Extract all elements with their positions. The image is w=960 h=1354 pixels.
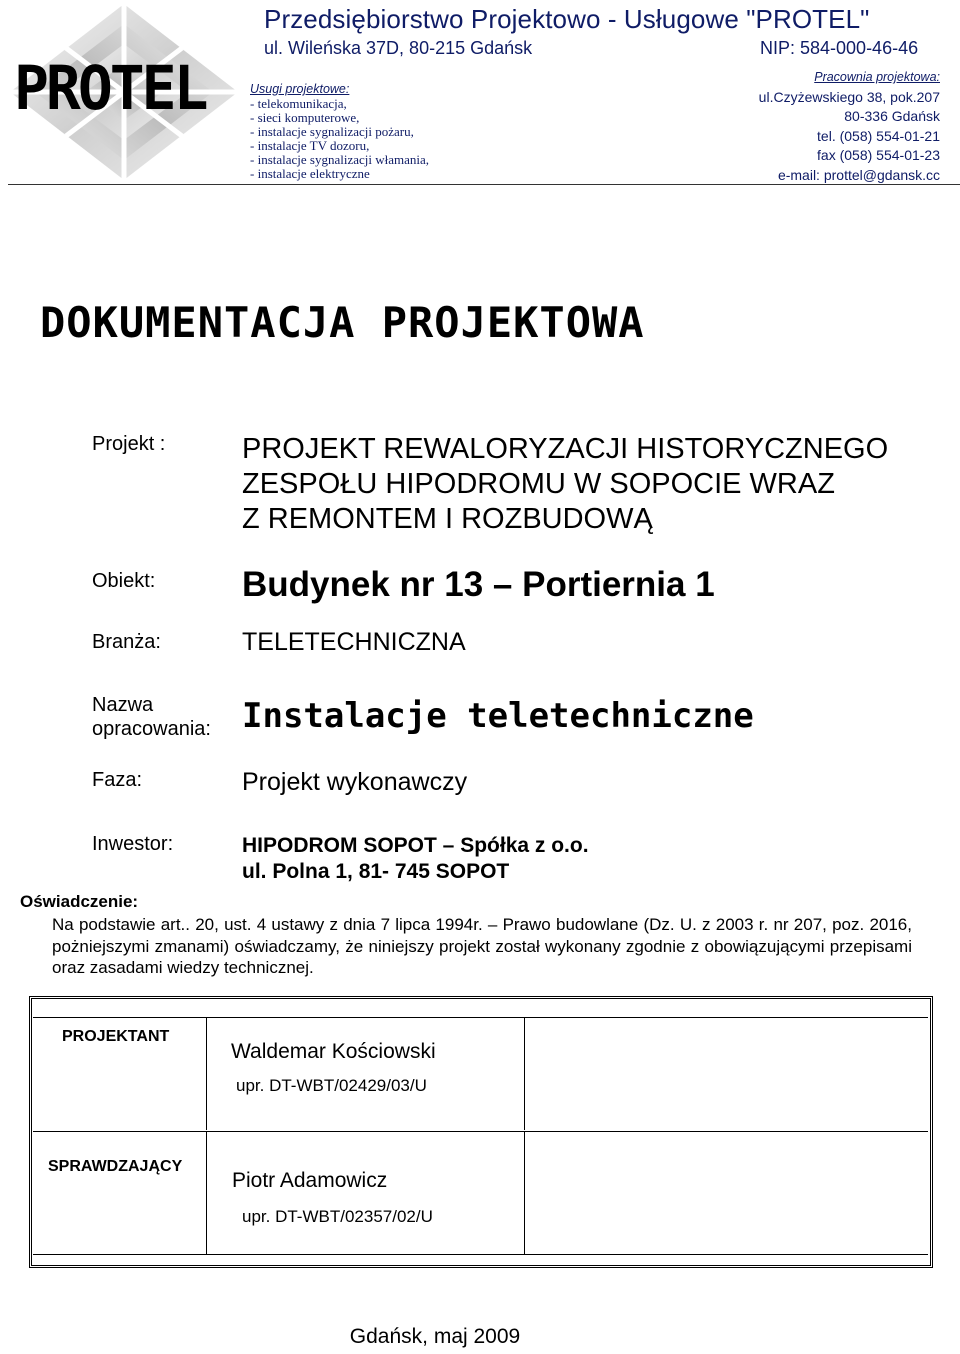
name-label-line1: Nazwa [92,694,154,716]
name-label [92,693,211,741]
checker-role: SPRAWDZAJĄCY [48,1158,183,1175]
header-divider [8,184,960,185]
service-item: - instalacje sygnalizacji pożaru, [250,124,414,139]
company-address: ul. Wileńska 37D, 80-215 Gdańsk [264,38,533,58]
investor-value [242,833,589,885]
cell-divider [206,1017,207,1130]
place-date: Gdańsk, maj 2009 [349,1325,521,1348]
logo-wordmark: PROTEL [14,52,206,124]
studio-city: 80-336 Gdańsk [844,108,940,124]
cell-divider [524,1131,525,1255]
company-nip: NIP: 584-000-46-46 [760,38,919,58]
phase-label: Faza: [92,769,143,791]
service-item: - sieci komputerowe, [250,110,360,125]
designer-role: PROJEKTANT [62,1028,170,1045]
phase-value: Projekt wykonawczy [242,768,468,796]
branch-value: TELETECHNICZNA [242,628,466,656]
company-name: Przedsiębiorstwo Projektowo - Usługowe "PROTEL" [264,4,870,34]
row-divider [33,1017,928,1018]
project-label: Projekt : [92,433,166,455]
studio-fax: fax (058) 554-01-23 [817,147,940,163]
studio-contact [759,68,940,185]
studio-email: e-mail: prottel@gdansk.cc [777,166,940,183]
service-item: - telekomunikacja, [250,96,347,111]
checker-permit: upr. DT-WBT/02357/02/U [242,1207,433,1226]
designer-name: Waldemar Kościowski [231,1040,436,1063]
services-list [250,82,429,181]
declaration-heading: Oświadczenie: [20,892,139,911]
service-item: - instalacje TV dozoru, [250,138,370,153]
investor-address: ul. Polna 1, 81- 745 SOPOT [242,860,510,883]
project-line: Z REMONTEM I ROZBUDOWĄ [242,503,653,535]
row-divider [33,1254,928,1255]
company-logo [8,2,240,182]
studio-phone: tel. (058) 554-01-21 [817,127,940,144]
checker-name: Piotr Adamowicz [232,1169,388,1192]
service-item: - instalacje sygnalizacji włamania, [250,152,430,167]
project-line: PROJEKT REWALORYZACJI HISTORYCZNEGO [242,433,889,465]
object-value: Budynek nr 13 – Portiernia 1 [242,565,715,604]
designer-permit: upr. DT-WBT/02429/03/U [236,1076,427,1095]
cell-divider [206,1131,207,1255]
project-value [242,432,942,537]
services-header: Usugi projektowe: [250,82,350,96]
declaration-text: Na podstawie art.. 20, ust. 4 ustawy z dnia 7 lipca 1994r. – Prawo budowlane (Dz. U. z 2003 r. nr 207, poz. 2016, pożniejszymi zmanami) oświadczamy, że niniejszy projekt został wykonany zgodnie z obowiązującymi przepisami oraz zasadami wiedzy technicznej. [52,915,912,977]
cell-divider [524,1017,525,1130]
project-line: ZESPOŁU HIPODROMU W SOPOCIE WRAZ [242,468,835,500]
investor-name: HIPODROM SOPOT – Spółka z o.o. [242,834,589,857]
service-item: - instalacje elektryczne [250,166,370,181]
studio-street: ul.Czyżewskiego 38, pok.207 [758,88,940,105]
name-label-line2: opracowania: [92,718,211,740]
investor-label: Inwestor: [92,833,174,855]
object-label: Obiekt: [92,570,156,592]
study-name-value: Instalacje teletechniczne [242,696,754,736]
row-divider [33,1131,928,1132]
document-title: DOKUMENTACJA PROJEKTOWA [40,298,645,347]
studio-header: Pracownia projektowa: [814,70,940,84]
branch-label: Branża: [92,631,161,653]
